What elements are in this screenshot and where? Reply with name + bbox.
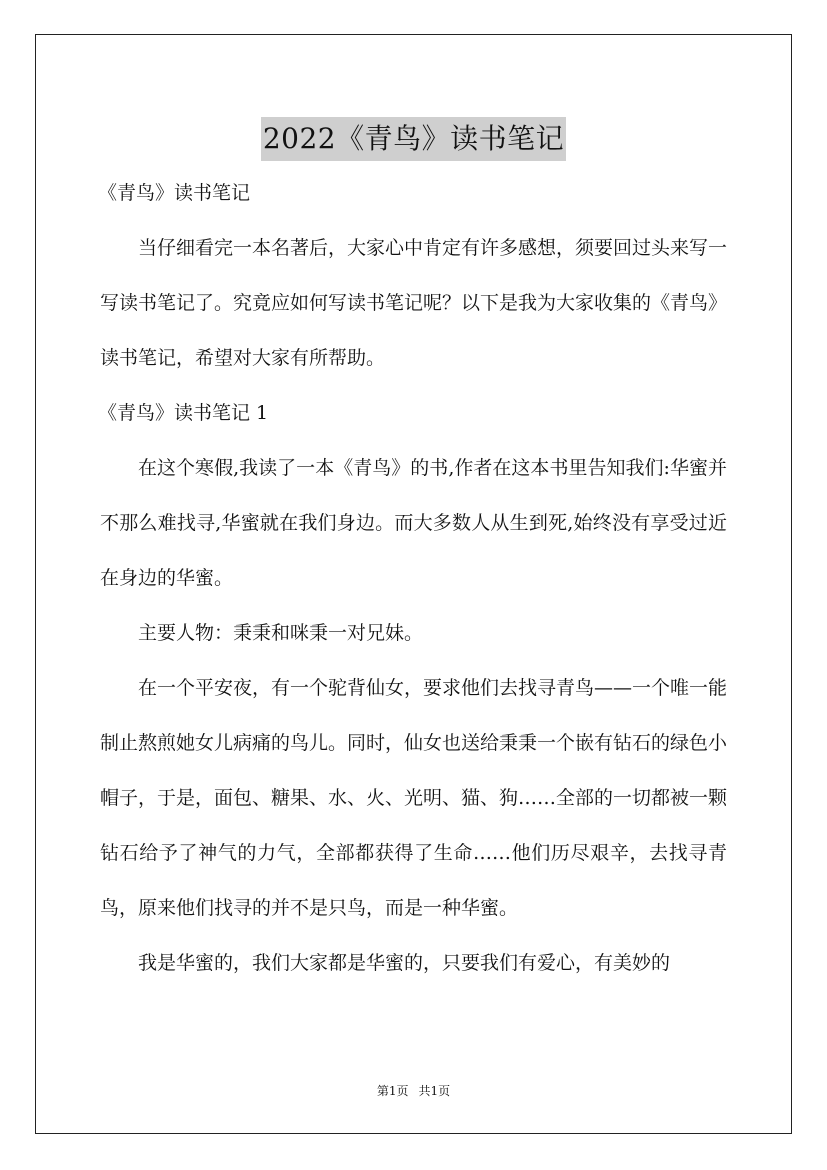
body-paragraph: 在这个寒假,我读了一本《青鸟》的书,作者在这本书里告知我们:华蜜并不那么难找寻,华蜜就在我们身边。而大多数人从生到死,始终没有享受过近在身边的华蜜。 (100, 457, 727, 589)
section-heading: 《青鸟》读书笔记 (98, 182, 251, 204)
document-title: 2022《青鸟》读书笔记 (261, 117, 566, 161)
intro-paragraph: 当仔细看完一本名著后，大家心中肯定有许多感想，须要回过头来写一写读书笔记了。究竟应如何写读书笔记呢？以下是我为大家收集的《青鸟》读书笔记，希望对大家有所帮助。 (100, 237, 728, 369)
page-number: 第1页 (376, 1084, 409, 1098)
body-paragraph: 在一个平安夜，有一个驼背仙女，要求他们去找寻青鸟——一个唯一能制止熬煎她女儿病痛的鸟儿。同时，仙女也送给秉秉一个嵌有钻石的绿色小帽子，于是，面包、糖果、水、火、光明、猫、狗……全部的一切都被一颗钻石给予了神气的力气，全部都获得了生命……他们历尽艰辛，去找寻青鸟，原来他们找寻的并不是只鸟，而是一种华蜜。 (100, 677, 728, 919)
section-heading-1: 《青鸟》读书笔记 1 (98, 402, 269, 424)
page-footer (0, 1082, 827, 1100)
document-body (100, 166, 727, 991)
body-paragraph: 主要人物：秉秉和咪秉一对兄妹。 (138, 622, 424, 644)
body-paragraph: 我是华蜜的，我们大家都是华蜜的，只要我们有爱心，有美妙的 (138, 952, 671, 974)
page-total: 共1页 (418, 1084, 451, 1098)
